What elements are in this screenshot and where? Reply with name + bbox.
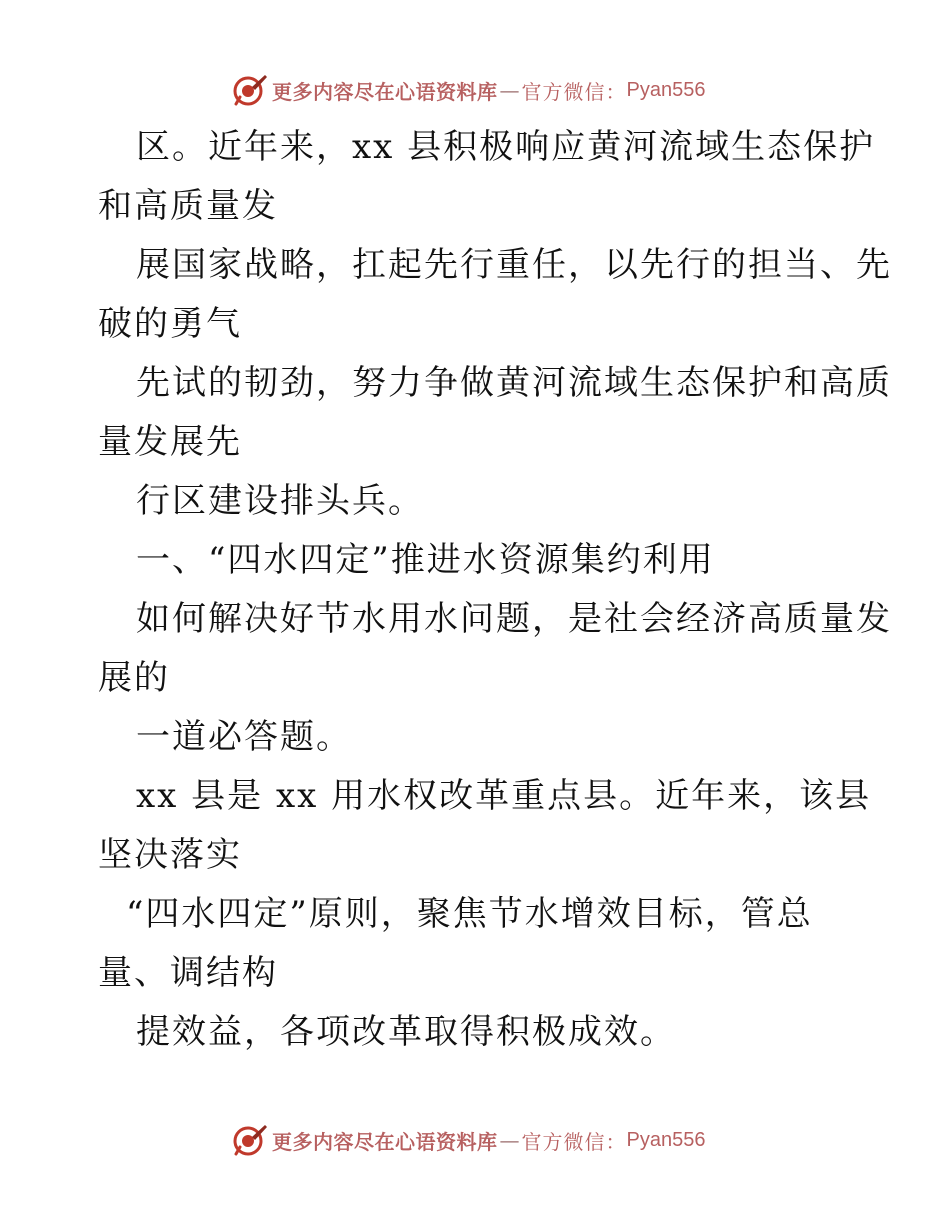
footer-banner: [232, 1120, 705, 1160]
text-line: 量、调结构: [98, 953, 278, 993]
pen-logo-icon: [232, 1123, 268, 1157]
body-text: [98, 118, 892, 1062]
banner-wechat-label: 官方微信：: [521, 79, 627, 104]
banner-wechat-id: Pyan556: [626, 78, 706, 101]
banner-dash: —: [499, 1128, 520, 1152]
banner-dash: —: [499, 78, 520, 102]
text-line: 一道必答题。: [136, 717, 352, 757]
banner-wechat-label: 官方微信：: [521, 1129, 627, 1154]
section-heading: 一、“四水四定”推进水资源集约利用: [136, 540, 715, 580]
text-line: 先试的韧劲，努力争做黄河流域生态保护和高质: [136, 363, 892, 403]
text-line: xx 县是 xx 用水权改革重点县。近年来，该县: [136, 776, 872, 816]
text-line: 量发展先: [98, 422, 242, 462]
header-banner: [232, 70, 705, 110]
text-line: 和高质量发: [98, 186, 278, 226]
text-line: 展的: [98, 658, 170, 698]
banner-wechat-id: Pyan556: [626, 1128, 706, 1151]
text-line: 区。近年来，xx 县积极响应黄河流域生态保护: [136, 127, 876, 167]
text-line: 展国家战略，扛起先行重任，以先行的担当、先: [136, 245, 892, 285]
banner-brand: 更多内容尽在心语资料库: [272, 79, 498, 104]
banner-brand: 更多内容尽在心语资料库: [272, 1129, 498, 1154]
text-line: 坚决落实: [98, 835, 242, 875]
text-line: 破的勇气: [98, 304, 242, 344]
text-line: 行区建设排头兵。: [136, 481, 424, 521]
text-line: “四水四定”原则，聚焦节水增效目标，管总: [126, 894, 813, 934]
pen-logo-icon: [232, 73, 268, 107]
text-line: 提效益，各项改革取得积极成效。: [136, 1012, 676, 1052]
text-line: 如何解决好节水用水问题，是社会经济高质量发: [136, 599, 892, 639]
